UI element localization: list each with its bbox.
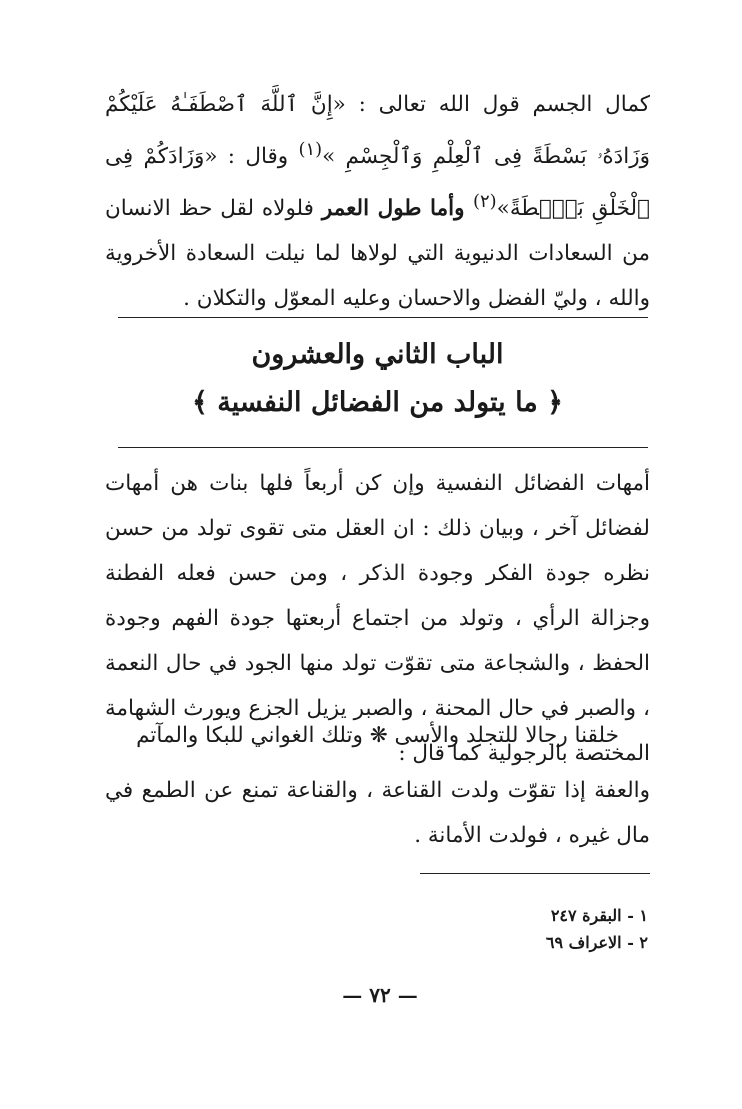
paragraph-intro-text-1: كمال الجسم قول الله تعالى : «إِنَّ ٱللَّهَ ٱصْطَفَـٰهُ عَلَيْكُمْ وَزَادَهُۥ بَسْطَةً فِى ٱلْعِلْمِ وَٱلْجِسْمِ » <box>105 92 651 170</box>
paragraph-intro <box>105 82 650 321</box>
footnote-ref-2: (٢) <box>473 191 497 213</box>
chapter-title: الباب الثاني والعشرون <box>251 339 504 370</box>
footnotes <box>420 902 648 956</box>
page-number: — ٧٢ — <box>342 983 418 1007</box>
paragraph-chastity: والعفة إذا تقوّت ولدت القناعة ، والقناعة تمنع عن الطمع في مال غيره ، فولدت الأمانة . <box>105 778 650 848</box>
footnote-2: ٢ - الاعراف ٦٩ <box>545 933 648 952</box>
paragraph-intro-bold: وأما طول العمر <box>321 196 474 222</box>
footnote-ref-1: (١) <box>298 139 323 160</box>
chapter-subtitle: ﴿ ما يتولد من الفضائل النفسية ﴾ <box>192 387 563 418</box>
divider-bottom <box>118 447 648 448</box>
paragraph-intro-text-2: وقال : «وَزَادَكُمْ فِى ٱلْخَلْقِ بَصْۜطَةً» <box>105 144 650 222</box>
paragraph-virtues: أمهات الفضائل النفسية وإن كن أربعاً فلها بنات هن أمهات لفضائل آخر ، وبيان ذلك : ان العقل متى تقوى تولد من حسن نظره جودة الفكر وجودة الذكر ، ومن حسن فعله الفطنة وجزالة الرأي ، وتولد من اجتماع أربعتها جودة الفهم وجودة الحفظ ، والشجاعة متى تقوّت تولد منها الجود في حال النعمة ، والصبر في حال المحنة ، والصبر يزيل الجزع ويورث الشهامة المختصة بالرجولية كما قال : <box>105 471 650 766</box>
poetry-verse: خلقنا رجالا للتجلد والأسى ❋ وتلك الغواني للبكا والمآتم <box>136 723 619 748</box>
paragraph-intro-text-3: فلولاه لقل حظ الانسان من السعادات الدنيوية التي لولاها لما نيلت السعادة الأخروية والله ، وليّ الفضل والاحسان وعليه المعوّل والتكلان . <box>105 196 650 312</box>
footnote-divider <box>420 873 650 874</box>
footnote-1: ١ - البقرة ٢٤٧ <box>550 906 648 925</box>
divider-top <box>118 317 648 318</box>
